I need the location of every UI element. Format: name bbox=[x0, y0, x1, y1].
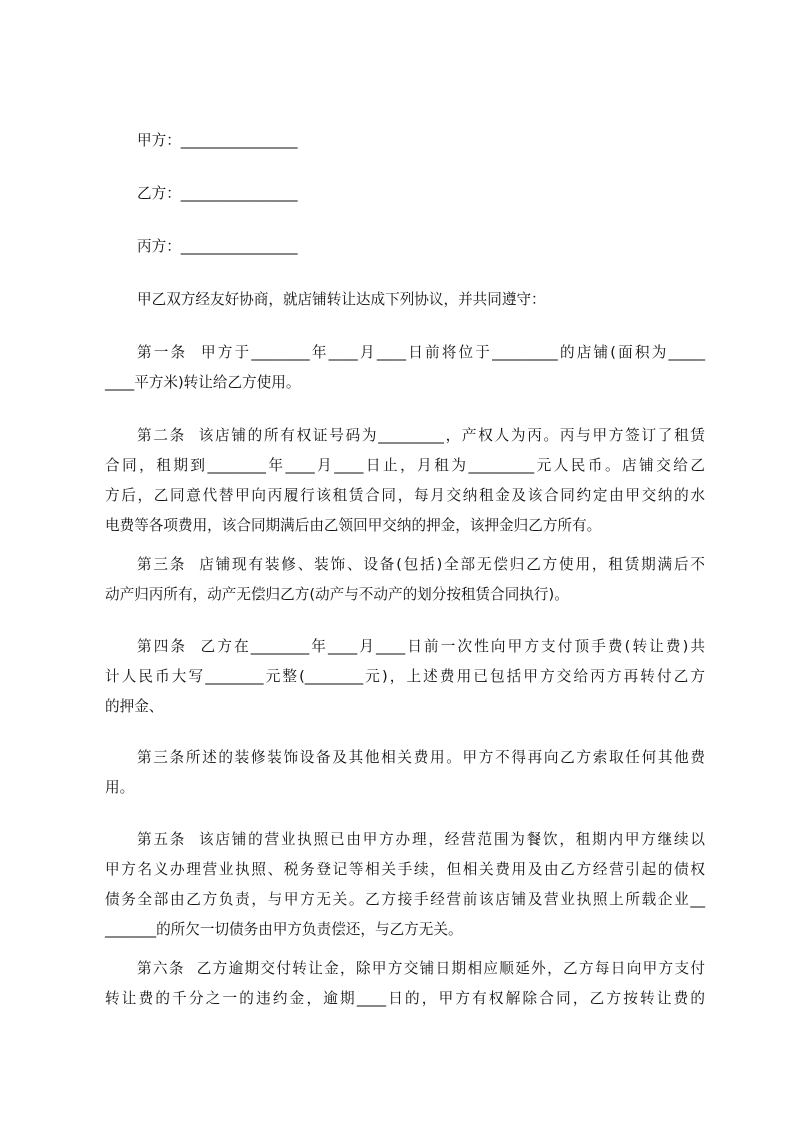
article-4-continued bbox=[105, 743, 705, 803]
article-line: _______的所欠一切债务由甲方负责偿还，与乙方无关。 bbox=[105, 921, 463, 938]
article-line: 甲方名义办理营业执照、税务登记等相关手续，但相关费用及由乙方经营引起的债权 bbox=[105, 861, 705, 878]
article-6 bbox=[105, 954, 705, 1014]
party-a-line: 甲方：________________ bbox=[137, 132, 298, 149]
article-line: 的押金、 bbox=[105, 698, 164, 715]
article-line: 动产归丙所有，动产无偿归乙方(动产与不动产的划分按租赁合同执行)。 bbox=[105, 586, 569, 603]
article-line: 第三条 店铺现有装修、装饰、设备(包括)全部无偿归乙方使用，租赁期满后不 bbox=[137, 556, 705, 573]
article-line: 合同，租期到________年____月____日止，月租为_________元人民币。店铺交给乙 bbox=[105, 457, 705, 474]
article-5 bbox=[105, 825, 705, 945]
article-line: 第六条 乙方逾期交付转让金，除甲方交铺日期相应顺延外，乙方每日向甲方支付 bbox=[137, 960, 705, 977]
article-4 bbox=[105, 632, 705, 722]
article-line: 第三条所述的装修装饰设备及其他相关费用。甲方不得再向乙方索取任何其他费 bbox=[137, 749, 705, 766]
article-3 bbox=[105, 550, 705, 610]
party-c-line: 丙方：________________ bbox=[137, 238, 298, 255]
article-line: 第二条 该店铺的所有权证号码为_________，产权人为丙。丙与甲方签订了租赁 bbox=[137, 427, 705, 444]
article-line: 电费等各项费用，该合同期满后由乙领回甲交纳的押金，该押金归乙方所有。 bbox=[105, 517, 602, 534]
article-line: 方后，乙同意代替甲向丙履行该租赁合同，每月交纳租金及该合同约定由甲交纳的水 bbox=[105, 487, 705, 504]
article-2 bbox=[105, 421, 705, 541]
article-1 bbox=[105, 338, 705, 398]
article-line: 计人民币大写________元整(________元)，上述费用已包括甲方交给丙方再转付乙方 bbox=[105, 668, 705, 685]
article-line: ____平方米)转让给乙方使用。 bbox=[105, 374, 301, 391]
intro-paragraph: 甲乙双方经友好协商，就店铺转让达成下列协议，并共同遵守： bbox=[137, 291, 546, 308]
article-line: 转让费的千分之一的违约金，逾期____日的，甲方有权解除合同，乙方按转让费的 bbox=[105, 990, 705, 1007]
article-line: 用。 bbox=[105, 779, 135, 796]
article-line: 第五条 该店铺的营业执照已由甲方办理，经营范围为餐饮，租期内甲方继续以 bbox=[137, 831, 705, 848]
article-line: 第四条 乙方在________年____月____日前一次性向甲方支付顶手费(转让费)共 bbox=[137, 638, 705, 655]
article-line: 债务全部由乙方负责，与甲方无关。乙方接手经营前该店铺及营业执照上所载企业__ bbox=[105, 891, 705, 908]
party-b-line: 乙方：________________ bbox=[137, 185, 298, 202]
article-line: 第一条 甲方于________年____月____日前将位于_________的店铺(面积为_____ bbox=[137, 344, 705, 361]
